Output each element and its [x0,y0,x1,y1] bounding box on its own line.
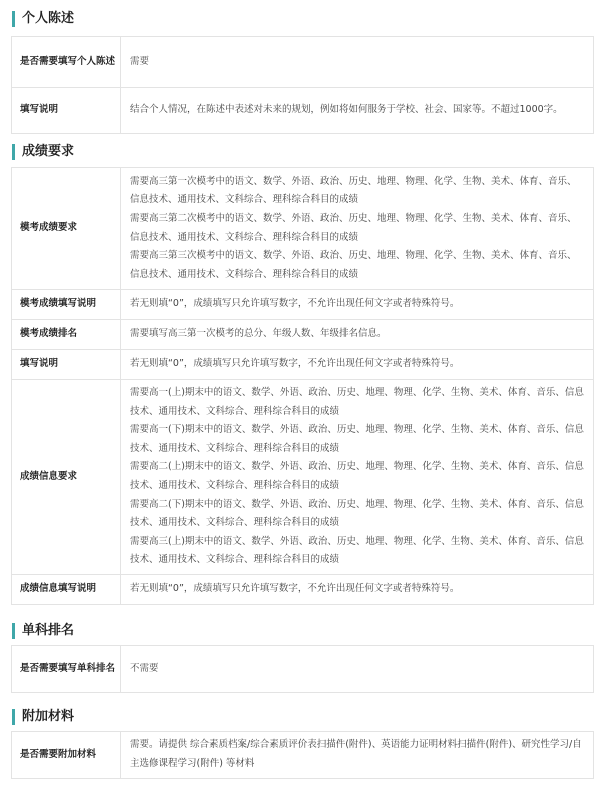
row-value: 需要 [121,37,594,88]
personal-statement-table [11,36,594,134]
row-key: 模考成绩填写说明 [12,290,121,320]
row-value: 需要。请提供 综合素质档案/综合素质评价表扫描件(附件)、英语能力证明材料扫描件(附件)、研究性学习/自主选修课程学习(附件) 等材料 [121,732,594,779]
row-value: 结合个人情况，在陈述中表述对未来的规划，例如将如何服务于学校、社会、国家等。不超过1000字。 [121,88,594,134]
row-key: 是否需要附加材料 [12,732,121,779]
row-key: 填写说明 [12,88,121,134]
row-key: 是否需要填写个人陈述 [12,37,121,88]
row-value: 不需要 [121,646,594,693]
table-row [12,37,594,88]
score-requirements-table [11,167,594,605]
requirement-line: 需要高一(下)期末中的语文、数学、外语、政治、历史、地理、物理、化学、生物、美术、体育、音乐、信息技术、通用技术、文科综合、理科综合科目的成绩 [130,424,584,454]
row-key: 成绩信息填写说明 [12,575,121,605]
row-value: 若无则填“0”，成绩填写只允许填写数字，不允许出现任何文字或者特殊符号。 [121,350,594,380]
requirement-line: 需要高二(上)期末中的语文、数学、外语、政治、历史、地理、物理、化学、生物、美术、体育、音乐、信息技术、通用技术、文科综合、理科综合科目的成绩 [130,461,584,491]
section-title-score-requirements: 成绩要求 [12,144,74,160]
section-title-additional-materials: 附加材料 [12,709,74,725]
table-row [12,575,594,605]
row-value: 需要填写高三第一次模考的总分、年级人数、年级排名信息。 [121,320,594,350]
table-row [12,732,594,779]
requirement-line: 需要高三第二次模考中的语文、数学、外语、政治、历史、地理、物理、化学、生物、美术、体育、音乐、信息技术、通用技术、文科综合、理科综合科目的成绩 [130,212,577,243]
table-row [12,168,594,290]
row-key: 成绩信息要求 [12,380,121,575]
table-row [12,320,594,350]
row-key: 是否需要填写单科排名 [12,646,121,693]
table-row [12,290,594,320]
row-value-list [121,380,594,575]
row-key: 模考成绩要求 [12,168,121,290]
single-subject-ranking-table [11,645,594,693]
requirement-line: 需要高三(上)期末中的语文、数学、外语、政治、历史、地理、物理、化学、生物、美术、体育、音乐、信息技术、通用技术、文科综合、理科综合科目的成绩 [130,535,584,566]
row-key: 模考成绩排名 [12,320,121,350]
table-row [12,380,594,575]
row-value: 若无则填“0”，成绩填写只允许填写数字，不允许出现任何文字或者特殊符号。 [121,290,594,320]
table-row [12,646,594,693]
table-row [12,350,594,380]
requirement-line: 需要高二(下)期末中的语文、数学、外语、政治、历史、地理、物理、化学、生物、美术、体育、音乐、信息技术、通用技术、文科综合、理科综合科目的成绩 [130,498,584,529]
section-title-personal-statement: 个人陈述 [12,11,74,27]
section-title-single-subject-ranking: 单科排名 [12,623,74,639]
requirement-line: 需要高三第一次模考中的语文、数学、外语、政治、历史、地理、物理、化学、生物、美术、体育、音乐、信息技术、通用技术、文科综合、理科综合科目的成绩 [130,175,577,206]
requirement-line: 需要高一(上)期末中的语文、数学、外语、政治、历史、地理、物理、化学、生物、美术、体育、音乐、信息技术、通用技术、文科综合、理科综合科目的成绩 [130,387,584,417]
table-row [12,88,594,134]
row-key: 填写说明 [12,350,121,380]
row-value: 若无则填“0”，成绩填写只允许填写数字，不允许出现任何文字或者特殊符号。 [121,575,594,605]
requirement-line: 需要高三第三次模考中的语文、数学、外语、政治、历史、地理、物理、化学、生物、美术、体育、音乐、信息技术、通用技术、文科综合、理科综合科目的成绩 [130,250,577,280]
row-value-list [121,168,594,290]
additional-materials-table [11,731,594,779]
